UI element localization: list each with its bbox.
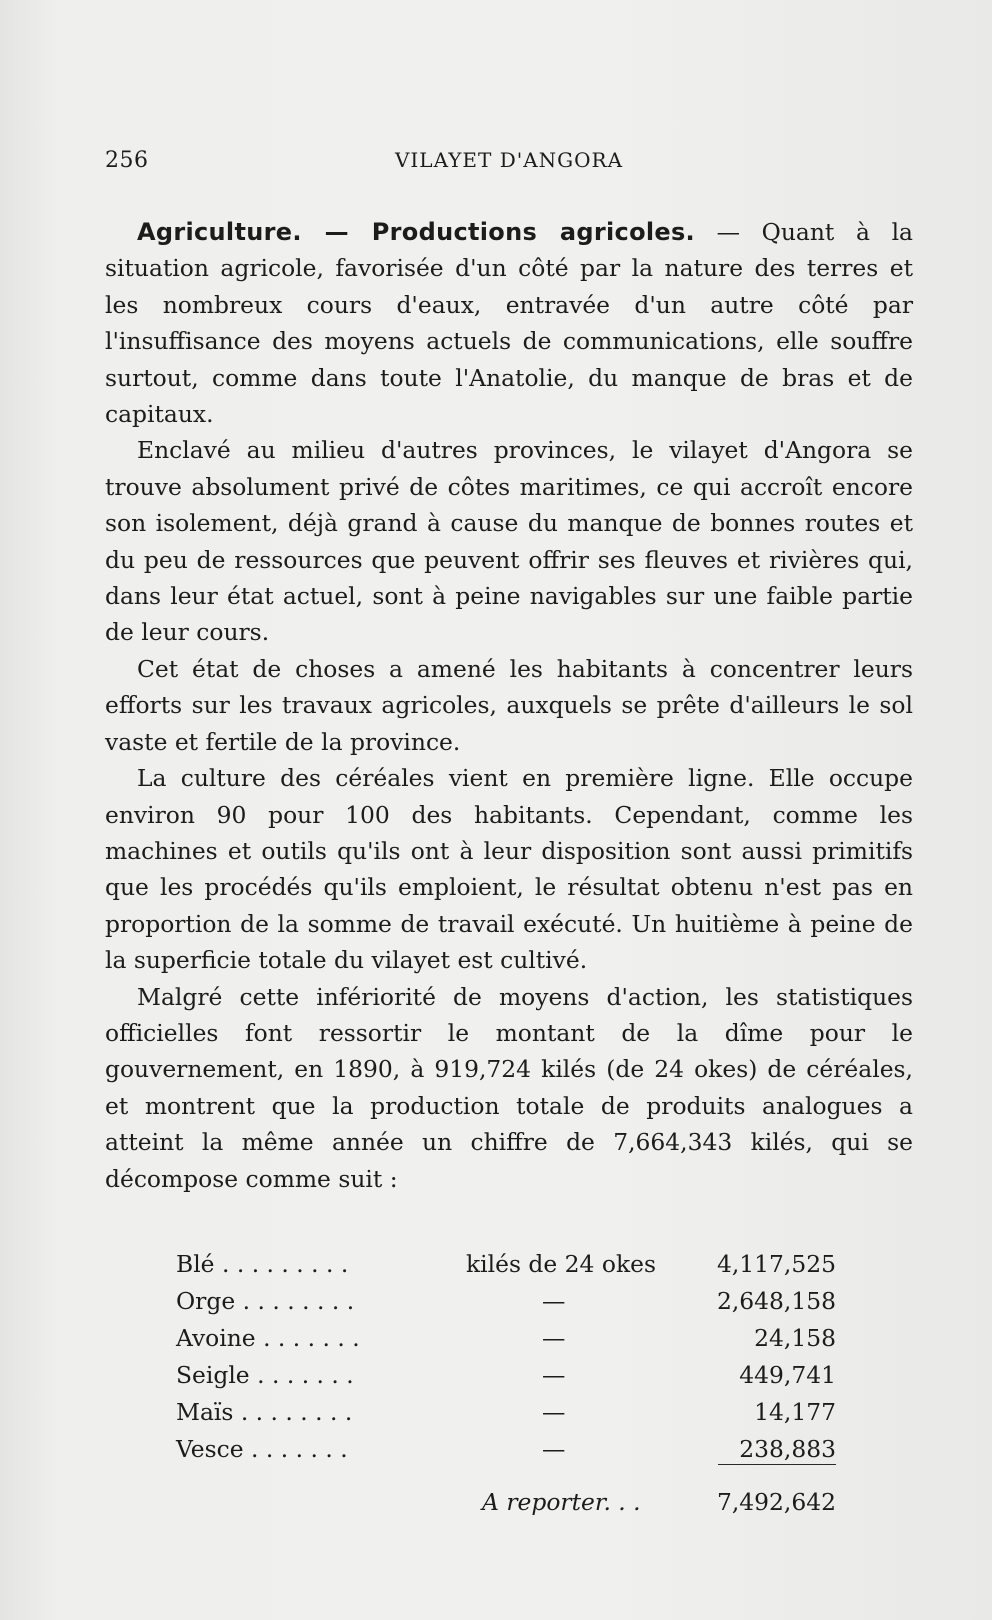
crop-value: 2,648,158 bbox=[716, 1287, 836, 1315]
page-header bbox=[105, 148, 913, 178]
crop-name: Seigle . . . . . . . bbox=[176, 1361, 354, 1389]
body-text bbox=[105, 214, 913, 1197]
running-title: VILAYET D'ANGORA bbox=[394, 148, 624, 172]
production-table bbox=[176, 1246, 836, 1468]
total-rule bbox=[718, 1464, 836, 1465]
total-label: A reporter. . . bbox=[482, 1488, 641, 1516]
crop-value: 14,177 bbox=[754, 1398, 836, 1426]
crop-value: 238,883 bbox=[739, 1435, 836, 1463]
table-row bbox=[176, 1357, 836, 1394]
unit-label: kilés de 24 okes bbox=[466, 1250, 656, 1278]
paragraph-3: Cet état de choses a amené les habitants à concentrer leurs efforts sur les travaux agricoles, auxquels se prête d'ailleurs le sol vaste et fertile de la province. bbox=[105, 654, 913, 756]
crop-name: Vesce . . . . . . . bbox=[176, 1435, 348, 1463]
ditto-dash: — bbox=[542, 1398, 566, 1426]
ditto-dash: — bbox=[542, 1324, 566, 1352]
total-row bbox=[176, 1484, 836, 1521]
crop-value: 24,158 bbox=[754, 1324, 836, 1352]
paragraph-2: Enclavé au milieu d'autres provinces, le vilayet d'Angora se trouve absolument privé de côtes maritimes, ce qui accroît encore son isolement, déjà grand à cause du manque de bonnes routes et du peu de ressources que peuvent offrir ses fleuves et rivières qui, dans leur état actuel, sont à peine navigables sur une faible partie de leur cours. bbox=[105, 436, 913, 647]
page-number: 256 bbox=[105, 148, 149, 173]
table-row bbox=[176, 1283, 836, 1320]
crop-value: 449,741 bbox=[739, 1361, 836, 1389]
table-row bbox=[176, 1320, 836, 1357]
crop-name: Orge . . . . . . . . bbox=[176, 1287, 355, 1315]
paragraph-4: La culture des céréales vient en première ligne. Elle occupe environ 90 pour 100 des habitants. Cependant, comme les machines et outils qu'ils ont à leur disposition sont aussi primitifs que les procédés qu'ils emploient, le résultat obtenu n'est pas en proportion de la somme de travail exécuté. Un huitième à peine de la superficie totale du vilayet est cultivé. bbox=[105, 764, 913, 975]
total-value: 7,492,642 bbox=[716, 1488, 836, 1516]
ditto-dash: — bbox=[542, 1361, 566, 1389]
crop-name: Blé . . . . . . . . . bbox=[176, 1250, 349, 1278]
ditto-dash: — bbox=[542, 1287, 566, 1315]
crop-name: Avoine . . . . . . . bbox=[176, 1324, 360, 1352]
ditto-dash: — bbox=[542, 1435, 566, 1463]
crop-value: 4,117,525 bbox=[716, 1250, 836, 1278]
table-row bbox=[176, 1394, 836, 1431]
paragraph-1-text: — Quant à la situation agricole, favorisée d'un côté par la nature des terres et les nombreux cours d'eaux, entravée d'un autre côté par l'insuffisance des moyens actuels de communications, elle souffre surtout, comme dans toute l'Anatolie, du manque de bras et de capitaux. bbox=[105, 218, 913, 429]
paragraph-5: Malgré cette infériorité de moyens d'action, les statistiques officielles font ressortir le montant de la dîme pour le gouvernement, en 1890, à 919,724 kilés (de 24 okes) de céréales, et montrent que la production totale de produits analogues a atteint la même année un chiffre de 7,664,343 kilés, qui se décompose comme suit : bbox=[105, 982, 913, 1193]
table-row bbox=[176, 1246, 836, 1283]
section-title: Agriculture. — Productions agricoles. bbox=[137, 218, 695, 246]
table-row bbox=[176, 1431, 836, 1468]
paragraph-1 bbox=[105, 214, 913, 432]
crop-name: Maïs . . . . . . . . bbox=[176, 1398, 353, 1426]
